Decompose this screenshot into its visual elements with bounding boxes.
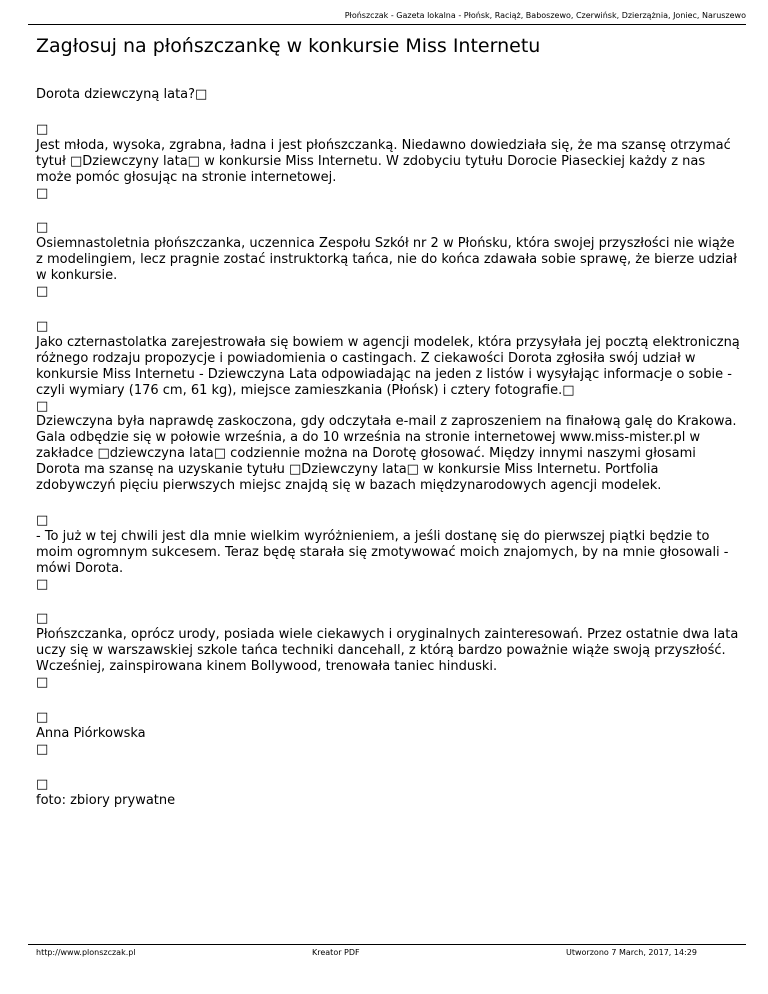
paragraph-5 [36,611,741,691]
author-name: Anna Piórkowska [36,725,146,741]
paragraph-text: - To już w tej chwili jest dla mnie wielkim wyróżnieniem, a jeśli dostanę się do pierwszej piątki będzie to moim ogromnym sukcesem. Teraz będę starała się zmotywować moich znajomych, by na mnie głosowali - mówi Dorota. [36,528,729,576]
paragraph-3 [36,319,741,494]
article-title: Zagłosuj na płońszczankę w konkursie Miss Internetu [36,35,541,57]
header-divider [28,24,746,25]
photo-credit-block [36,777,741,809]
box-glyph: □ [36,220,49,236]
box-glyph: □ [36,675,49,691]
box-glyph: □ [36,284,49,300]
page-header: Płońszczak - Gazeta lokalna - Płońsk, Raciąż, Baboszewo, Czerwińsk, Dzierzążnia, Joniec, Naruszewo [344,11,746,20]
paragraph-2 [36,220,741,300]
paragraph-text: Jest młoda, wysoka, zgrabna, ładna i jest płońszczanką. Niedawno dowiedziała się, że ma szansę otrzymać tytuł □Dziewczyny lata□ w konkursie Miss Internetu. W zdobyciu tytułu Dorocie Piaseckiej każdy z nas może pomóc głosując na stronie internetowej. [36,137,731,185]
article-lead: Dorota dziewczyną lata?□ [36,87,208,102]
box-glyph: □ [36,398,49,414]
box-glyph: □ [36,741,49,757]
author-block [36,710,741,758]
box-glyph: □ [36,121,49,137]
box-glyph: □ [36,185,49,201]
box-glyph: □ [36,710,49,725]
box-glyph: □ [36,611,49,627]
footer-created-date: Utworzono 7 March, 2017, 14:29 [566,948,697,957]
paragraph-text: Dziewczyna była naprawdę zaskoczona, gdy odczytała e-mail z zaproszeniem na finałową galę do Krakowa. Gala odbędzie się w połowie września, a do 10 września na stronie internetowej www.miss-mister.pl w zakładce □dziewczyna lata□ codziennie można na Dorotę głosować. Między innymi naszymi głosami Dorota ma szansę na uzyskanie tytułu □Dziewczyny lata□ w konkursie Miss Internetu. Portfolia zdobywczyń pięciu pierwszych miejsc znajdą się w bazach międzynarodowych agencji modelek. [36,414,737,494]
footer-url: http://www.plonszczak.pl [36,948,136,957]
footer-divider [28,944,746,945]
paragraph-text: Płońszczanka, oprócz urody, posiada wiele ciekawych i oryginalnych zainteresowań. Przez ostatnie dwa lata uczy się w warszawskiej szkole tańca techniki dancehall, z którą bardzo poważnie wiąże swoją przyszłość. Wcześniej, zainspirowana kinem Bollywood, trenowała taniec hinduski. [36,627,739,675]
box-glyph: □ [36,318,49,334]
paragraph-1 [36,122,741,202]
box-glyph: □ [36,512,49,528]
paragraph-text: Jako czternastolatka zarejestrowała się bowiem w agencji modelek, która przysyłała jej pocztą elektroniczną różnego rodzaju propozycje i powiadomienia o castingach. Z ciekawości Dorota zgłosiła swój udział w konkursie Miss Internetu - Dziewczyna Lata odpowiadając na jeden z listów i wysyłając informacje o sobie - czyli wymiary (176 cm, 61 kg), miejsce zamieszkania (Płońsk) i cztery fotografie.□ [36,334,740,398]
paragraph-4 [36,513,741,593]
footer-generator: Kreator PDF [312,948,360,957]
paragraph-text: Osiemnastoletnia płońszczanka, uczennica Zespołu Szkół nr 2 w Płońsku, która swojej przyszłości nie wiąże z modelingiem, lecz pragnie zostać instruktorką tańca, nie do końca zdawała sobie sprawę, że bierze udział w konkursie. [36,236,737,284]
box-glyph: □ [36,576,49,592]
box-glyph: □ [36,776,49,792]
photo-credit: foto: zbiory prywatne [36,792,176,808]
article-body [36,87,741,828]
